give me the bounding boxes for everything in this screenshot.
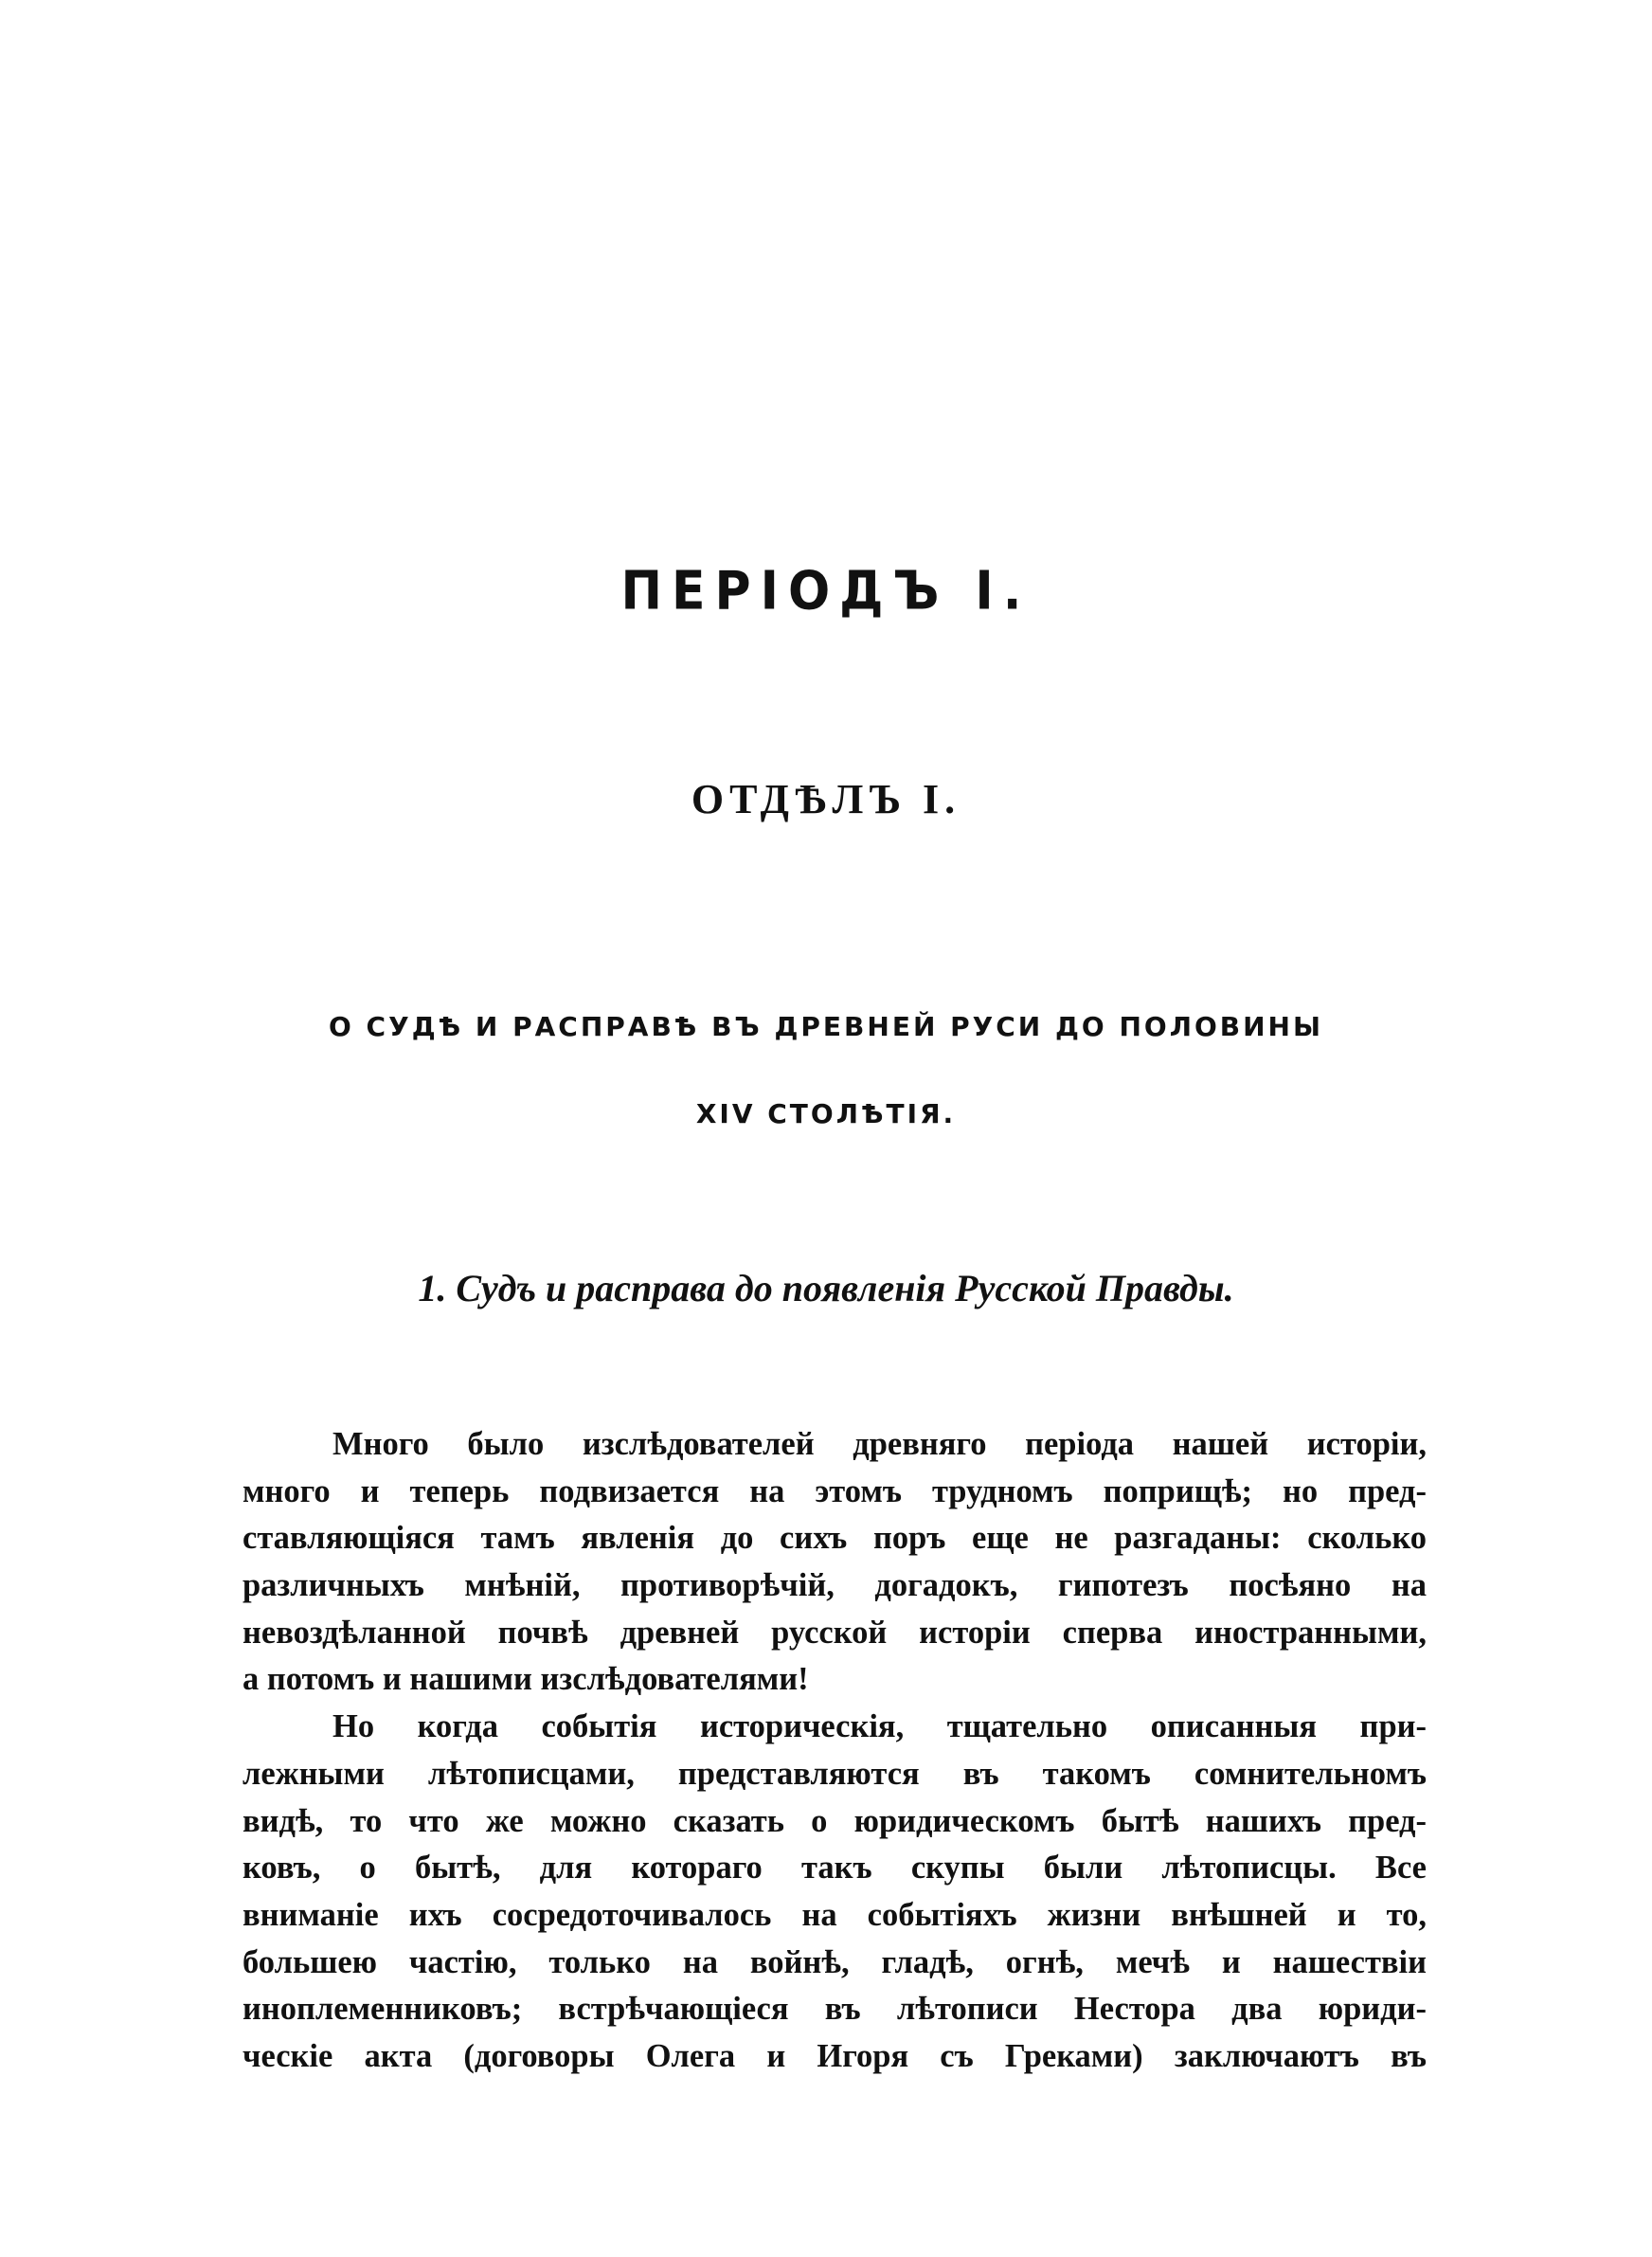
body-line: различныхъ мнѣній, противорѣчій, догадокъ, гипотезъ посѣяно на [242, 1567, 1427, 1604]
body-line: ковъ, о бытѣ, для котораго такъ скупы были лѣтописцы. Все [242, 1850, 1427, 1887]
chapter-title-line-2: XIV СТОЛѢТІЯ. [695, 1098, 957, 1129]
subsection-heading: 1. Судъ и расправа до появленія Русской Правды. [418, 1267, 1234, 1309]
section-title: ОТДѢЛЪ I. [691, 776, 961, 822]
body-line: много и теперь подвизается на этомъ трудномъ поприщѣ; но пред- [242, 1472, 1427, 1509]
body-line: Но когда событія историческія, тщательно описанныя при- [332, 1708, 1427, 1745]
body-line: большею частію, только на войнѣ, гладѣ, огнѣ, мечѣ и нашествіи [242, 1943, 1427, 1980]
body-line: а потомъ и нашими изслѣдователями! [242, 1661, 809, 1698]
body-line: ческіе акта (договоры Олега и Игоря съ Греками) заключаютъ въ [242, 2037, 1427, 2074]
body-line: вниманіе ихъ сосредоточивалось на событіяхъ жизни внѣшней и то, [242, 1896, 1427, 1933]
body-line: лежными лѣтописцами, представляются въ такомъ сомнительномъ [242, 1755, 1427, 1792]
body-line: ставляющіяся тамъ явленія до сихъ поръ еще не разгаданы: сколько [242, 1520, 1427, 1557]
body-line: невоздѣланной почвѣ древней русской исторіи сперва иностранными, [242, 1614, 1427, 1651]
body-line: видѣ, то что же можно сказать о юридическомъ бытѣ нашихъ пред- [242, 1802, 1427, 1839]
chapter-title [0, 984, 1652, 1158]
body-line: иноплеменниковъ; встрѣчающіеся въ лѣтописи Нестора два юриди- [242, 1991, 1427, 2028]
body-line: Много было изслѣдователей древняго періода нашей исторіи, [332, 1426, 1427, 1462]
chapter-title-line-1: О СУДѢ И РАСПРАВѢ ВЪ ДРЕВНЕЙ РУСИ ДО ПОЛОВИНЫ [329, 1011, 1323, 1042]
body-text [242, 1421, 1427, 2081]
period-title: ПЕРІОДЪ I. [620, 560, 1032, 623]
